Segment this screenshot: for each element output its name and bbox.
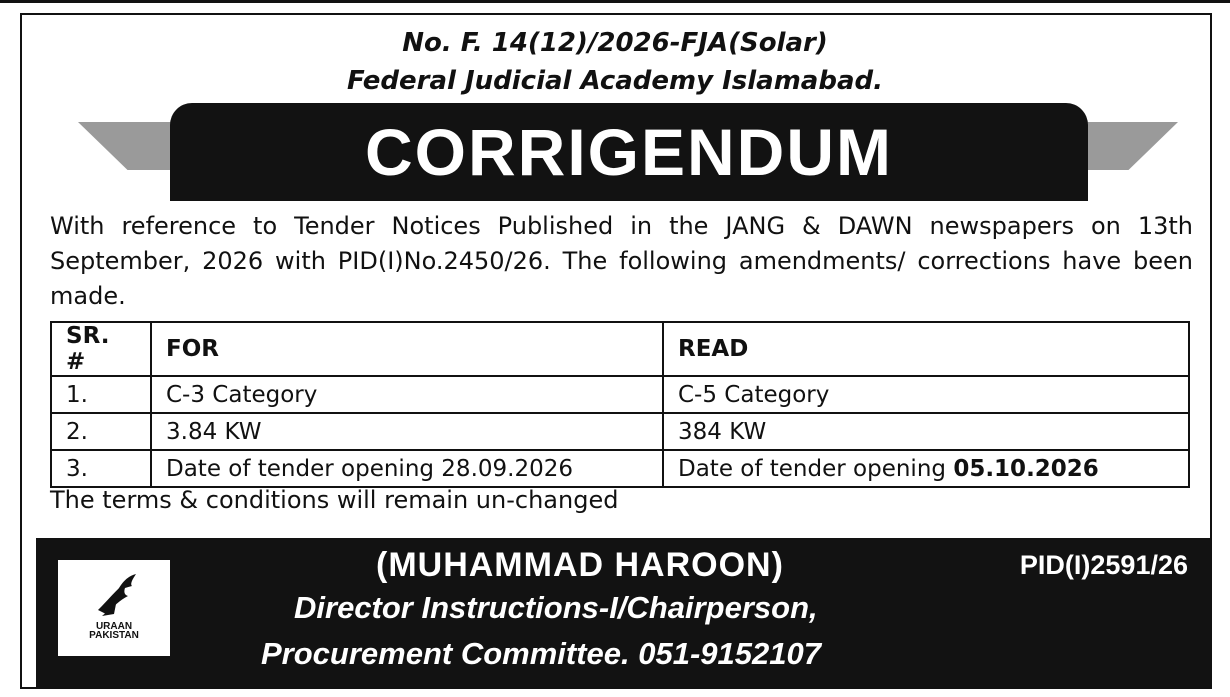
cell-read (663, 413, 1189, 450)
amendments-table (50, 321, 1190, 488)
cell-for: 3.84 KW (151, 413, 663, 450)
table-row (51, 413, 1189, 450)
cell-read-text: Date of tender opening (678, 455, 954, 482)
cell-for: Date of tender opening 28.09.2026 (151, 450, 663, 487)
table-row (51, 376, 1189, 413)
uraan-pakistan-logo (58, 560, 170, 656)
cell-read-text: 384 KW (678, 418, 767, 445)
heading-banner (170, 103, 1088, 201)
designation-line1: Director Instructions-I/Chairperson, (294, 590, 818, 625)
table-row (51, 450, 1189, 487)
cell-read-date: 05.10.2026 (953, 455, 1099, 482)
cell-sr: 2. (51, 413, 151, 450)
intro-paragraph: With reference to Tender Notices Published in the JANG & DAWN newspapers on 13th September, 2026 with PID(I)No.2450/26. The following amendments/ corrections have been made. (50, 212, 1193, 310)
column-header-read: READ (663, 322, 1189, 376)
column-header-for: FOR (151, 322, 663, 376)
signature-footer (36, 538, 1210, 687)
designation-line2: Procurement Committee. 051-9152107 (261, 636, 821, 671)
cell-read (663, 450, 1189, 487)
page-title: CORRIGENDUM (365, 115, 893, 189)
table-header-row (51, 322, 1189, 376)
pid-number: PID(I)2591/26 (1019, 550, 1188, 580)
cell-sr: 1. (51, 376, 151, 413)
logo-text-line2: PAKISTAN (89, 630, 139, 641)
terms-note: The terms & conditions will remain un-changed (50, 486, 619, 514)
eagle-icon (58, 560, 170, 622)
cell-sr: 3. (51, 450, 151, 487)
organization-name: Federal Judicial Academy Islamabad. (347, 66, 883, 96)
column-header-sr: SR. # (51, 322, 151, 376)
logo-text-line1: URAAN (95, 621, 133, 632)
signatory-name: (MUHAMMAD HAROON) (376, 546, 784, 584)
cell-read-text: C-5 Category (678, 381, 830, 408)
cell-for: C-3 Category (151, 376, 663, 413)
top-rule (0, 0, 1230, 3)
file-number: No. F. 14(12)/2026-FJA(Solar) (402, 28, 828, 58)
cell-read (663, 376, 1189, 413)
